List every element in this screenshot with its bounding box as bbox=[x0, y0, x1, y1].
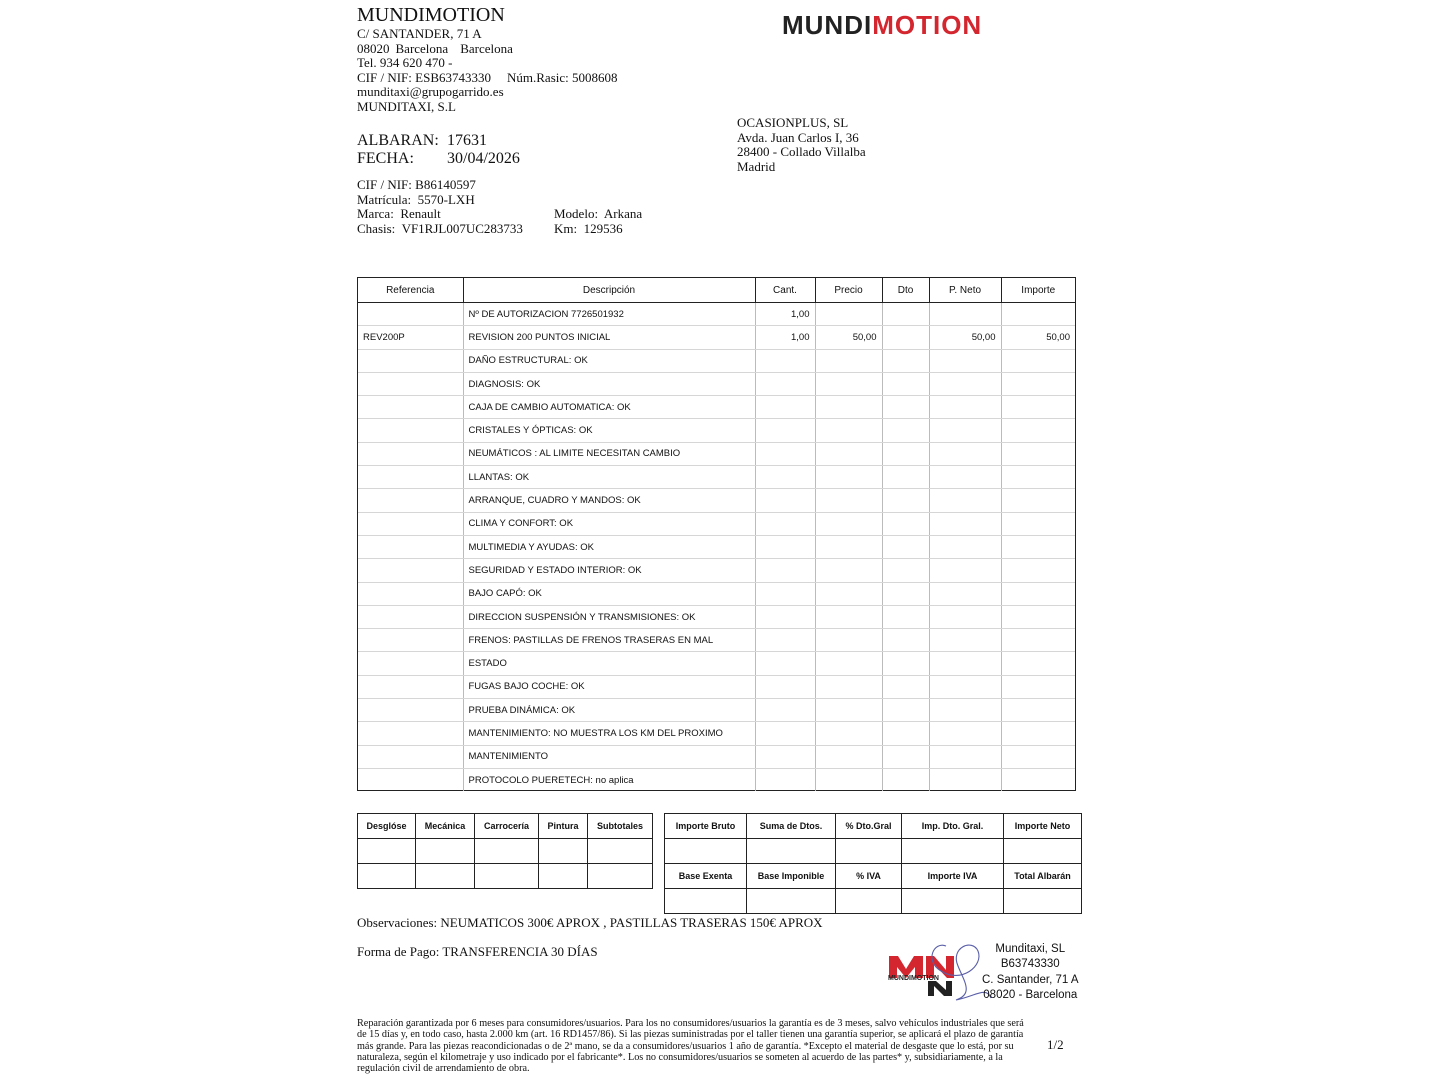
vehicle-chassis-label: Chasis: bbox=[357, 220, 396, 236]
vehicle-brand-label: Marca: bbox=[357, 206, 394, 222]
table-row bbox=[358, 326, 1075, 349]
item-price bbox=[815, 419, 882, 442]
client-address: Avda. Juan Carlos I, 36 bbox=[737, 129, 859, 145]
totals-header-row-bottom bbox=[665, 864, 1082, 889]
totals-header-cell: Importe Neto bbox=[1004, 814, 1082, 839]
item-price bbox=[815, 699, 882, 722]
item-net-price bbox=[929, 768, 1001, 791]
item-amount bbox=[1001, 466, 1075, 489]
items-header-cell: Referencia bbox=[358, 278, 463, 303]
item-amount bbox=[1001, 629, 1075, 652]
page-number: 1/2 bbox=[1047, 1037, 1064, 1052]
item-price bbox=[815, 605, 882, 628]
desglose-header-cell: Carrocería bbox=[475, 814, 539, 839]
mundimotion-logo bbox=[782, 10, 982, 41]
vehicle-model: Arkana bbox=[603, 206, 643, 222]
item-price bbox=[815, 512, 882, 535]
company-info bbox=[357, 5, 618, 115]
item-discount bbox=[882, 582, 929, 605]
vehicle-cif-row bbox=[357, 178, 677, 193]
item-description: DIAGNOSIS: OK bbox=[463, 372, 755, 395]
item-description: ARRANQUE, CUADRO Y MANDOS: OK bbox=[463, 489, 755, 512]
item-description: BAJO CAPÓ: OK bbox=[463, 582, 755, 605]
item-ref bbox=[358, 396, 463, 419]
items-body bbox=[358, 303, 1075, 792]
company-address: C/ SANTANDER, 71 A bbox=[357, 26, 482, 41]
item-ref bbox=[358, 489, 463, 512]
company-province: Barcelona bbox=[460, 40, 513, 56]
desglose-header-cell: Subtotales bbox=[588, 814, 653, 839]
company-postal-code: 08020 bbox=[357, 40, 390, 56]
item-discount bbox=[882, 349, 929, 372]
item-amount bbox=[1001, 559, 1075, 582]
item-quantity bbox=[755, 652, 815, 675]
item-price bbox=[815, 582, 882, 605]
vehicle-brand: Renault bbox=[400, 206, 441, 222]
stamp-line-1: Munditaxi, SL bbox=[995, 943, 1066, 955]
item-description: MULTIMEDIA Y AYUDAS: OK bbox=[463, 535, 755, 558]
item-discount bbox=[882, 745, 929, 768]
item-ref bbox=[358, 303, 463, 326]
vehicle-cif: B86140597 bbox=[415, 177, 476, 192]
table-row bbox=[358, 652, 1075, 675]
table-row bbox=[358, 349, 1075, 372]
totals-header-cell: Suma de Dtos. bbox=[747, 814, 836, 839]
item-net-price bbox=[929, 419, 1001, 442]
item-description: MANTENIMIENTO: NO MUESTRA LOS KM DEL PROXIMO bbox=[463, 722, 755, 745]
item-discount bbox=[882, 489, 929, 512]
item-discount bbox=[882, 326, 929, 349]
table-row bbox=[358, 419, 1075, 442]
vehicle-km-label: Km: bbox=[554, 220, 578, 236]
item-amount bbox=[1001, 489, 1075, 512]
item-amount bbox=[1001, 745, 1075, 768]
item-quantity bbox=[755, 419, 815, 442]
item-price bbox=[815, 722, 882, 745]
item-discount bbox=[882, 419, 929, 442]
item-price bbox=[815, 745, 882, 768]
item-quantity bbox=[755, 605, 815, 628]
item-net-price: 50,00 bbox=[929, 326, 1001, 349]
albaran-date: 30/04/2026 bbox=[447, 150, 520, 167]
item-net-price bbox=[929, 629, 1001, 652]
totals-header-cell: Base Imponible bbox=[747, 864, 836, 889]
item-ref bbox=[358, 745, 463, 768]
table-row bbox=[358, 582, 1075, 605]
client-name: OCASIONPLUS, SL bbox=[737, 115, 849, 130]
item-description: CAJA DE CAMBIO AUTOMATICA: OK bbox=[463, 396, 755, 419]
item-net-price bbox=[929, 722, 1001, 745]
item-price: 50,00 bbox=[815, 326, 882, 349]
item-quantity bbox=[755, 396, 815, 419]
client-city: 28400 - Collado Villalba bbox=[737, 144, 866, 160]
totals-header-cell: Importe Bruto bbox=[665, 814, 747, 839]
totals-header-cell: % Dto.Gral bbox=[836, 814, 902, 839]
item-description: DAÑO ESTRUCTURAL: OK bbox=[463, 349, 755, 372]
item-discount bbox=[882, 722, 929, 745]
item-quantity bbox=[755, 512, 815, 535]
item-amount bbox=[1001, 699, 1075, 722]
item-quantity: 1,00 bbox=[755, 326, 815, 349]
item-ref bbox=[358, 629, 463, 652]
vehicle-brand-row bbox=[357, 207, 677, 222]
item-description: PRUEBA DINÁMICA: OK bbox=[463, 699, 755, 722]
table-row bbox=[358, 535, 1075, 558]
albaran-date-label: FECHA: bbox=[357, 150, 414, 167]
item-quantity bbox=[755, 559, 815, 582]
albaran-date-row bbox=[357, 150, 520, 168]
table-row bbox=[358, 489, 1075, 512]
vehicle-model-group bbox=[554, 207, 642, 222]
logo-part-red: MOTION bbox=[872, 10, 983, 40]
company-legal-name: MUNDITAXI, S.L bbox=[357, 98, 456, 114]
vehicle-chassis: VF1RJL007UC283733 bbox=[401, 220, 523, 236]
items-header-cell: P. Neto bbox=[929, 278, 1001, 303]
table-row bbox=[358, 559, 1075, 582]
item-ref bbox=[358, 722, 463, 745]
item-description: CRISTALES Y ÓPTICAS: OK bbox=[463, 419, 755, 442]
items-header-cell: Cant. bbox=[755, 278, 815, 303]
forma-de-pago: Forma de Pago: TRANSFERENCIA 30 DÍAS bbox=[357, 944, 598, 959]
item-price bbox=[815, 466, 882, 489]
item-net-price bbox=[929, 466, 1001, 489]
item-price bbox=[815, 652, 882, 675]
item-quantity: 1,00 bbox=[755, 303, 815, 326]
item-net-price bbox=[929, 512, 1001, 535]
item-net-price bbox=[929, 605, 1001, 628]
item-description: CLIMA Y CONFORT: OK bbox=[463, 512, 755, 535]
item-ref bbox=[358, 605, 463, 628]
item-discount bbox=[882, 699, 929, 722]
item-description: FRENOS: PASTILLAS DE FRENOS TRASERAS EN MAL bbox=[463, 629, 755, 652]
item-net-price bbox=[929, 699, 1001, 722]
albaran-number-row bbox=[357, 132, 520, 150]
item-quantity bbox=[755, 442, 815, 465]
item-discount bbox=[882, 396, 929, 419]
item-ref bbox=[358, 675, 463, 698]
desglose-table bbox=[357, 813, 653, 889]
item-net-price bbox=[929, 675, 1001, 698]
items-header-cell: Precio bbox=[815, 278, 882, 303]
client-info bbox=[737, 116, 866, 174]
item-discount bbox=[882, 652, 929, 675]
totals-header-cell: % IVA bbox=[836, 864, 902, 889]
vehicle-chassis-row bbox=[357, 222, 677, 237]
table-row bbox=[358, 442, 1075, 465]
item-description: Nº DE AUTORIZACION 7726501932 bbox=[463, 303, 755, 326]
totals-table bbox=[664, 813, 1082, 914]
table-row bbox=[358, 396, 1075, 419]
item-price bbox=[815, 559, 882, 582]
item-ref bbox=[358, 372, 463, 395]
item-ref bbox=[358, 349, 463, 372]
table-row bbox=[358, 629, 1075, 652]
item-quantity bbox=[755, 722, 815, 745]
vehicle-km: 129536 bbox=[583, 220, 623, 236]
item-description: NEUMÁTICOS : AL LIMITE NECESITAN CAMBIO bbox=[463, 442, 755, 465]
item-amount bbox=[1001, 419, 1075, 442]
item-discount bbox=[882, 675, 929, 698]
items-header-row bbox=[358, 278, 1075, 303]
item-discount bbox=[882, 512, 929, 535]
item-net-price bbox=[929, 349, 1001, 372]
items-table bbox=[357, 277, 1076, 791]
item-amount bbox=[1001, 605, 1075, 628]
item-amount bbox=[1001, 372, 1075, 395]
desglose-row bbox=[358, 839, 653, 864]
item-quantity bbox=[755, 582, 815, 605]
item-net-price bbox=[929, 559, 1001, 582]
item-discount bbox=[882, 303, 929, 326]
item-quantity bbox=[755, 466, 815, 489]
totals-header-cell: Total Albarán bbox=[1004, 864, 1082, 889]
item-quantity bbox=[755, 349, 815, 372]
item-ref bbox=[358, 419, 463, 442]
item-description: ESTADO bbox=[463, 652, 755, 675]
table-row bbox=[358, 303, 1075, 326]
albaran-number: 17631 bbox=[447, 132, 487, 149]
item-description: DIRECCION SUSPENSIÓN Y TRANSMISIONES: OK bbox=[463, 605, 755, 628]
item-discount bbox=[882, 629, 929, 652]
totals-value-row-bottom bbox=[665, 889, 1082, 914]
item-net-price bbox=[929, 372, 1001, 395]
item-price bbox=[815, 675, 882, 698]
stamp-line-2: B63743330 bbox=[1000, 958, 1060, 971]
item-ref bbox=[358, 559, 463, 582]
item-price bbox=[815, 768, 882, 791]
item-price bbox=[815, 442, 882, 465]
items-header-cell: Importe bbox=[1001, 278, 1075, 303]
item-amount bbox=[1001, 396, 1075, 419]
item-price bbox=[815, 396, 882, 419]
item-description: SEGURIDAD Y ESTADO INTERIOR: OK bbox=[463, 559, 755, 582]
item-net-price bbox=[929, 489, 1001, 512]
totals-header-cell: Imp. Dto. Gral. bbox=[902, 814, 1004, 839]
client-province: Madrid bbox=[737, 158, 776, 174]
company-ids bbox=[357, 71, 618, 86]
table-row bbox=[358, 512, 1075, 535]
table-row bbox=[358, 722, 1075, 745]
item-quantity bbox=[755, 535, 815, 558]
stamp-line-4: 08020 - Barcelona bbox=[983, 988, 1078, 1001]
item-discount bbox=[882, 442, 929, 465]
albaran-block bbox=[357, 132, 520, 168]
vehicle-plate-row bbox=[357, 193, 677, 208]
company-email: munditaxi@grupogarrido.es bbox=[357, 84, 504, 100]
item-discount bbox=[882, 372, 929, 395]
item-description: FUGAS BAJO COCHE: OK bbox=[463, 675, 755, 698]
items-header-cell: Descripción bbox=[463, 278, 755, 303]
item-ref bbox=[358, 652, 463, 675]
item-price bbox=[815, 303, 882, 326]
item-net-price bbox=[929, 303, 1001, 326]
item-discount bbox=[882, 535, 929, 558]
item-quantity bbox=[755, 372, 815, 395]
item-description: LLANTAS: OK bbox=[463, 466, 755, 489]
item-price bbox=[815, 535, 882, 558]
item-quantity bbox=[755, 768, 815, 791]
observaciones: Observaciones: NEUMATICOS 300€ APROX , PASTILLAS TRASERAS 150€ APROX bbox=[357, 915, 823, 930]
table-row bbox=[358, 466, 1075, 489]
totals-header-row-top bbox=[665, 814, 1082, 839]
legal-warranty-text: Reparación garantizada por 6 meses para consumidores/usuarios. Para los no consumidores/usuarios la garantía es de 3 meses, salvo vehículos industriales que será de 15 días y, en todo caso, hasta 2.000 km (art. 16 RD1457/86). Si las piezas suministradas por el taller tienen una garantía superior, se aplicará el plazo de garantía más grande. Para las piezas reacondicionadas o de 2ª mano, se da a consumidores/usuarios 1 año de garantía. *Excepto el material de desgaste que lo está, por su naturaleza, según el kilometraje y uso indicado por el fabricante*. Los no consumidores/usuarios se someten al acuerdo de las partes* y, subsidiariamente, a la regulación civil de arrendamiento de obra. bbox=[357, 1018, 1024, 1075]
item-price bbox=[815, 372, 882, 395]
desglose-header-cell: Mecánica bbox=[416, 814, 475, 839]
items-header-cell: Dto bbox=[882, 278, 929, 303]
desglose-header-cell: Desglóse bbox=[358, 814, 416, 839]
item-description: REVISION 200 PUNTOS INICIAL bbox=[463, 326, 755, 349]
item-amount bbox=[1001, 535, 1075, 558]
item-net-price bbox=[929, 582, 1001, 605]
stamp-logo-text: MUNDIMOTION bbox=[888, 975, 939, 982]
table-row bbox=[358, 699, 1075, 722]
company-rasic: Núm.Rasic: 5008608 bbox=[507, 69, 618, 85]
item-amount bbox=[1001, 582, 1075, 605]
company-city-line bbox=[357, 42, 618, 57]
item-amount bbox=[1001, 512, 1075, 535]
desglose-row bbox=[358, 864, 653, 889]
company-cif: CIF / NIF: ESB63743330 bbox=[357, 69, 491, 85]
totals-value-row-top bbox=[665, 839, 1082, 864]
stamp-address bbox=[982, 942, 1079, 1003]
item-discount bbox=[882, 605, 929, 628]
item-price bbox=[815, 349, 882, 372]
totals-header-cell: Base Exenta bbox=[665, 864, 747, 889]
desglose-header-row bbox=[358, 814, 653, 839]
desglose-header-cell: Pintura bbox=[539, 814, 588, 839]
item-ref bbox=[358, 466, 463, 489]
vehicle-plate-label: Matrícula: bbox=[357, 191, 412, 207]
item-discount bbox=[882, 466, 929, 489]
vehicle-plate: 5570-LXH bbox=[417, 191, 475, 207]
item-net-price bbox=[929, 745, 1001, 768]
item-ref bbox=[358, 699, 463, 722]
item-quantity bbox=[755, 675, 815, 698]
vehicle-cif-label: CIF / NIF: bbox=[357, 177, 412, 192]
item-quantity bbox=[755, 489, 815, 512]
item-amount bbox=[1001, 652, 1075, 675]
company-city: Barcelona bbox=[395, 40, 449, 56]
table-row bbox=[358, 745, 1075, 768]
item-price bbox=[815, 629, 882, 652]
item-quantity bbox=[755, 699, 815, 722]
item-ref bbox=[358, 768, 463, 791]
vehicle-km-group bbox=[554, 222, 623, 237]
item-amount bbox=[1001, 722, 1075, 745]
company-phone: Tel. 934 620 470 - bbox=[357, 55, 453, 71]
item-description: PROTOCOLO PUERETECH: no aplica bbox=[463, 768, 755, 791]
company-name: MUNDIMOTION bbox=[357, 4, 505, 26]
item-price bbox=[815, 489, 882, 512]
item-quantity bbox=[755, 745, 815, 768]
totals-header-cell: Importe IVA bbox=[902, 864, 1004, 889]
stamp-line-3: C. Santander, 71 A bbox=[982, 973, 1079, 986]
item-ref bbox=[358, 512, 463, 535]
item-amount bbox=[1001, 768, 1075, 791]
albaran-number-label: ALBARAN: bbox=[357, 132, 439, 149]
item-amount bbox=[1001, 675, 1075, 698]
item-ref: REV200P bbox=[358, 326, 463, 349]
table-row bbox=[358, 675, 1075, 698]
items-grid bbox=[358, 278, 1075, 791]
item-quantity bbox=[755, 629, 815, 652]
item-net-price bbox=[929, 442, 1001, 465]
item-discount bbox=[882, 768, 929, 791]
item-amount bbox=[1001, 303, 1075, 326]
table-row bbox=[358, 605, 1075, 628]
item-ref bbox=[358, 582, 463, 605]
vehicle-info bbox=[357, 178, 677, 236]
item-net-price bbox=[929, 535, 1001, 558]
item-amount bbox=[1001, 349, 1075, 372]
item-amount: 50,00 bbox=[1001, 326, 1075, 349]
table-row bbox=[358, 372, 1075, 395]
item-net-price bbox=[929, 396, 1001, 419]
item-ref bbox=[358, 535, 463, 558]
item-amount bbox=[1001, 442, 1075, 465]
item-discount bbox=[882, 559, 929, 582]
item-description: MANTENIMIENTO bbox=[463, 745, 755, 768]
vehicle-model-label: Modelo: bbox=[554, 206, 599, 222]
table-row bbox=[358, 768, 1075, 791]
item-ref bbox=[358, 442, 463, 465]
item-net-price bbox=[929, 652, 1001, 675]
logo-part-dark: MUNDI bbox=[782, 10, 873, 40]
